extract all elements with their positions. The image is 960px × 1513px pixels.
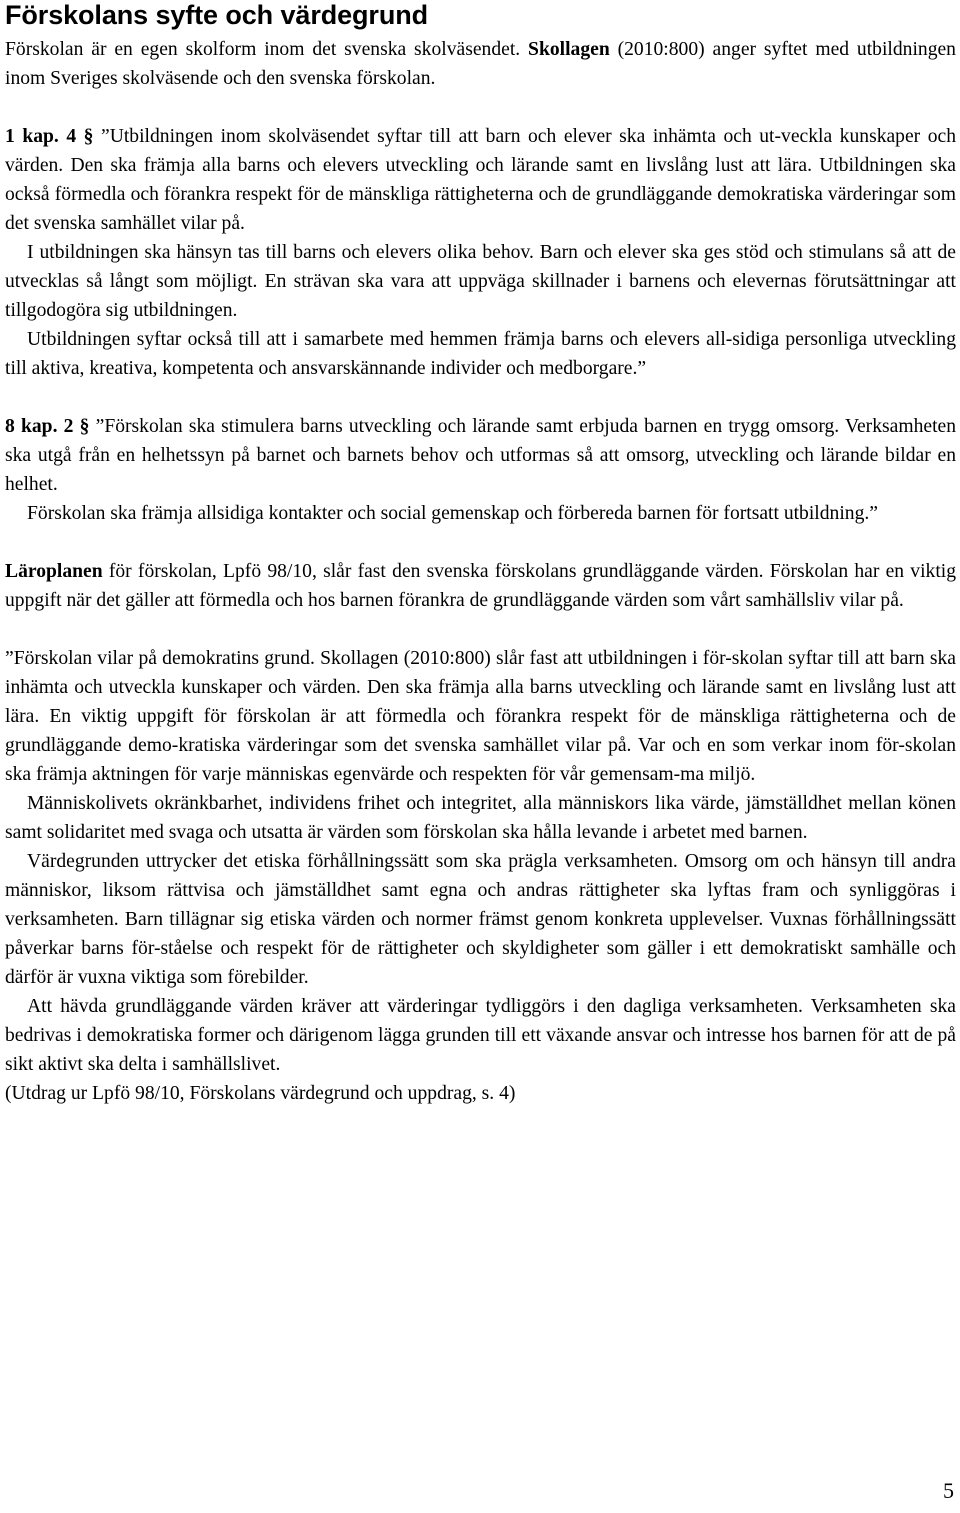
quote-paragraph-2: Människolivets okränkbarhet, individens frihet och integritet, alla människors lika värde, jämställdhet mellan könen samt solidaritet med svaga och utsatta är värden som förskolan ska hålla levande i arbetet med barnen. xyxy=(5,793,956,843)
kap1-text-1: ”Utbildningen inom skolväsendet syftar till att barn och elever ska inhämta och ut-veckla kunskaper och värden. Den ska främja alla barns och elevers utveckling och lärande samt en livslång lust att lära. Utbildningen ska också förmedla och förankra respekt för de mänskliga rättigheterna och de grundläggande demokratiska värderingar som det svenska samhället vilar på. xyxy=(5,126,957,234)
kap1-label: 1 kap. xyxy=(5,126,59,147)
page-number: 5 xyxy=(943,1478,954,1503)
document-body xyxy=(5,35,956,1108)
kap8-paragraph-1 xyxy=(5,412,956,499)
quote-paragraph-3: Värdegrunden uttrycker det etiska förhållningssätt som ska prägla verksamheten. Omsorg om och hänsyn till andra människor, liksom rättvisa och jämställdhet samt egna och andras rättigheter ska lyftas fram och synliggöras i verksamheten. Barn tillägnar sig etiska värden och normer främst genom konkreta upplevelser. Vuxnas förhållningssätt påverkar barns för-ståelse och respekt för de rättigheter och skyldigheter som gäller i ett demokratiskt samhälle och därför är vuxna viktiga som förebilder. xyxy=(5,851,956,988)
kap1-paragraph-1 xyxy=(5,122,956,238)
kap1-section-sign: § xyxy=(83,126,94,147)
kap8-text-1: ”Förskolan ska stimulera barns utveckling och lärande samt erbjuda barnen en trygg omsorg. Verksamheten ska utgå från en helhetssyn på barnet och barnets behov och utformas så att omsorg, utveckling och lärande bildar en helhet. xyxy=(5,416,957,495)
kap8-section-sign: § xyxy=(79,416,90,437)
page-title: Förskolans syfte och värdegrund xyxy=(5,0,429,30)
quote-source: (Utdrag ur Lpfö 98/10, Förskolans värdegrund och uppdrag, s. 4) xyxy=(5,1083,516,1104)
skollagen-bold: Skollagen xyxy=(528,39,610,60)
intro-text-continued: (2010:800) anger syftet med utbildningen inom Sveriges skolväsende och den svenska förskolan. xyxy=(5,39,956,89)
kap1-paragraph-number: 4 xyxy=(66,126,77,147)
quote-paragraph-4: Att hävda grundläggande värden kräver att värderingar tydliggörs i den dagliga verksamheten. Verksamheten ska bedrivas i demokratiska former och därigenom lägga grunden till ett växande ansvar och intresse hos barnen för att de på sikt aktivt ska delta i samhällslivet. xyxy=(5,996,956,1075)
quote-paragraph-1: ”Förskolan vilar på demokratins grund. Skollagen (2010:800) slår fast att utbildningen i för-skolan syftar till att barn ska inhämta och utveckla kunskaper och värden. Den ska främja alla barns utveckling och lärande samt en livslång lust att lära. En viktig uppgift för förskolan är att förmedla och förankra respekt för de mänskliga rättigheterna och de grundläggande demo-kratiska värderingar som det svenska samhället vilar på. Var och en som verkar inom för-skolan ska främja aktningen för varje människas egenvärde och respekten för vår gemensam-ma miljö. xyxy=(5,648,956,785)
laroplan-paragraph xyxy=(5,557,956,615)
kap8-paragraph-2: Förskolan ska främja allsidiga kontakter och social gemenskap och förbereda barnen för fortsatt utbildning.” xyxy=(27,503,878,524)
kap1-paragraph-3: Utbildningen syftar också till att i samarbete med hemmen främja barns och elevers all-sidiga personliga utveckling till aktiva, kreativa, kompetenta och ansvarskännande individer och medborgare.” xyxy=(5,329,956,379)
kap1-paragraph-2: I utbildningen ska hänsyn tas till barns och elevers olika behov. Barn och elever ska ges stöd och stimulans så att de utvecklas så långt som möjligt. En strävan ska vara att uppväga skillnader i barnens och elevernas förutsättningar att tillgodogöra sig utbildningen. xyxy=(5,242,956,321)
intro-paragraph xyxy=(5,35,956,93)
kap8-label: 8 kap. xyxy=(5,416,58,437)
intro-text: Förskolan är en egen skolform inom det svenska skolväsendet. xyxy=(5,39,529,60)
laroplan-text: för förskolan, Lpfö 98/10, slår fast den svenska förskolans grundläggande värden. Förskolan har en viktig uppgift när det gäller att förmedla och hos barnen förankra de grundläggande värden som vårt samhällsliv vilar på. xyxy=(5,561,956,611)
kap8-paragraph-number: 2 xyxy=(63,416,74,437)
laroplan-bold: Läroplanen xyxy=(5,561,103,582)
